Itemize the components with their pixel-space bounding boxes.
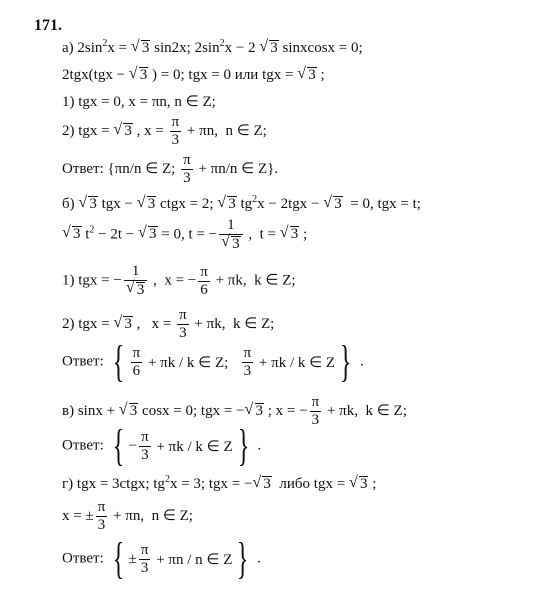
text: г) tgx = 3ctgx; tg xyxy=(62,476,165,492)
left-brace: { xyxy=(112,534,124,583)
text: + πn/n ∈ Z}. xyxy=(194,160,279,177)
text: + πk, k ∈ Z; xyxy=(211,272,296,289)
sqrt xyxy=(139,226,158,243)
denominator: 3 xyxy=(183,170,191,186)
fraction xyxy=(310,395,322,428)
text: . xyxy=(356,353,364,370)
curly-brace-set xyxy=(108,337,357,386)
text: б) xyxy=(62,196,79,212)
text: ; xyxy=(299,226,308,243)
left-brace: { xyxy=(112,421,124,470)
numerator: π xyxy=(171,114,180,130)
sqrt xyxy=(253,476,272,493)
sqrt xyxy=(324,196,343,213)
radicand: 3 xyxy=(141,40,150,56)
exponent: 2 xyxy=(89,224,95,236)
sqrt xyxy=(138,196,157,213)
text: 2) tgx = xyxy=(62,315,114,332)
text: в) sinx + xyxy=(62,402,119,419)
text: + πn, n ∈ Z; xyxy=(109,507,193,524)
text: sin2x; 2sin xyxy=(150,40,220,56)
sqrt xyxy=(114,316,133,333)
exponent: 2 xyxy=(164,474,170,485)
part-g-answer xyxy=(62,534,262,583)
text: cosx = 0; tgx = − xyxy=(138,402,245,419)
denominator: 3 xyxy=(243,362,252,379)
sqrt xyxy=(350,476,369,493)
numerator: π xyxy=(183,152,191,168)
numerator: π xyxy=(132,344,141,361)
text: Ответ: xyxy=(62,437,108,454)
part-b-line-2 xyxy=(62,218,307,252)
radicand: 3 xyxy=(232,236,240,252)
right-brace: } xyxy=(237,421,249,470)
numerator: π xyxy=(200,263,208,280)
numerator: π xyxy=(141,428,149,445)
text: x − 2 xyxy=(224,40,260,56)
text: . xyxy=(253,437,262,454)
part-g-line-2 xyxy=(62,500,193,533)
part-a-line-4 xyxy=(62,115,267,148)
text: , x = xyxy=(132,122,168,139)
part-g-line-1 xyxy=(62,476,376,493)
text: 2tgx(tgx − xyxy=(62,67,129,83)
fraction xyxy=(198,265,210,298)
radicand: 3 xyxy=(263,476,271,492)
fraction xyxy=(170,115,182,148)
text: Ответ: xyxy=(62,353,108,370)
denominator xyxy=(219,234,243,252)
part-b-answer xyxy=(62,337,364,386)
denominator: 3 xyxy=(141,446,149,463)
radicand: 3 xyxy=(290,226,299,243)
part-b-line-1 xyxy=(62,196,421,213)
sqrt xyxy=(132,40,151,57)
text: , t = xyxy=(244,226,280,243)
part-a-line-2 xyxy=(62,67,325,84)
right-brace: } xyxy=(339,337,352,386)
text: 1) tgx = − xyxy=(62,272,122,289)
exponent: 2 xyxy=(102,38,108,49)
text: + πk, k ∈ Z; xyxy=(323,402,407,419)
text: = 0, tgx = t; xyxy=(342,196,421,212)
radicand: 3 xyxy=(136,282,145,298)
sqrt xyxy=(127,282,146,298)
fraction xyxy=(219,218,243,252)
denominator: 6 xyxy=(200,281,208,298)
numerator: π xyxy=(311,394,320,410)
radicand: 3 xyxy=(129,402,138,419)
text: ; x = − xyxy=(264,402,308,419)
text: x = xyxy=(107,40,131,56)
right-brace: } xyxy=(237,534,249,583)
part-b-line-4 xyxy=(62,308,274,341)
text: ) = 0; tgx = 0 или tgx = xyxy=(148,67,298,83)
fraction xyxy=(139,430,151,463)
denominator xyxy=(124,280,148,298)
numerator: 1 xyxy=(227,217,235,233)
text: − 2t − xyxy=(94,226,139,243)
sqrt xyxy=(260,40,279,57)
denominator: 3 xyxy=(179,325,187,341)
text: а) 2sin xyxy=(62,40,103,56)
text: = 0, t = − xyxy=(157,226,218,243)
text: Ответ: xyxy=(62,550,108,567)
part-b-line-3 xyxy=(62,264,296,298)
numerator: π xyxy=(243,344,252,361)
denominator: 3 xyxy=(311,412,320,428)
text: Ответ: {πn/n ∈ Z; xyxy=(62,160,180,177)
text: ; xyxy=(316,67,325,83)
numerator: π xyxy=(140,541,149,558)
text: + πk / k ∈ Z xyxy=(255,354,336,371)
radicand: 3 xyxy=(73,226,81,243)
fraction xyxy=(96,500,108,533)
text: ± xyxy=(128,550,137,567)
sqrt xyxy=(218,196,237,213)
text: x = ± xyxy=(62,507,94,524)
fraction xyxy=(124,264,148,298)
curly-brace-set xyxy=(108,421,254,470)
text: , x = xyxy=(132,315,176,332)
sqrt xyxy=(63,226,82,243)
text: x = 3; tgx = − xyxy=(169,476,253,492)
text: + πk / k ∈ Z xyxy=(152,438,233,455)
sqrt xyxy=(130,67,149,84)
part-a-line-1 xyxy=(62,40,363,57)
left-brace: { xyxy=(112,337,124,386)
text: tg xyxy=(236,196,253,212)
radicand: 3 xyxy=(270,40,278,56)
text: t xyxy=(81,226,90,243)
text: + πk / k ∈ Z; xyxy=(144,354,240,371)
text: ; xyxy=(368,476,377,492)
text: − xyxy=(128,437,138,454)
denominator: 6 xyxy=(132,362,141,379)
text: либо tgx = xyxy=(271,476,349,492)
radicand: 3 xyxy=(124,315,132,332)
denominator: 3 xyxy=(97,517,106,533)
radicand: 3 xyxy=(149,226,157,243)
problem-number: 171. xyxy=(34,17,62,34)
fraction xyxy=(242,346,254,379)
radicand: 3 xyxy=(147,196,156,212)
curly-brace-set xyxy=(108,534,254,583)
sqrt xyxy=(298,67,317,84)
radicand: 3 xyxy=(89,196,97,212)
sqrt xyxy=(281,226,300,243)
denominator: 3 xyxy=(171,132,180,148)
radicand: 3 xyxy=(308,67,316,83)
fraction xyxy=(139,543,151,576)
text: tgx − xyxy=(97,196,137,212)
text: 2) tgx = xyxy=(62,122,114,139)
text: , x = − xyxy=(149,272,197,289)
fraction xyxy=(177,308,189,341)
radicand: 3 xyxy=(334,196,342,212)
sqrt xyxy=(114,123,133,140)
radicand: 3 xyxy=(255,402,264,419)
text: x − 2tgx − xyxy=(257,196,324,212)
exponent: 2 xyxy=(252,194,258,205)
part-a-answer xyxy=(62,153,278,186)
fraction xyxy=(131,346,143,379)
exponent: 2 xyxy=(219,38,225,49)
radicand: 3 xyxy=(139,67,148,83)
denominator: 3 xyxy=(140,559,149,576)
numerator: π xyxy=(179,307,187,323)
numerator: π xyxy=(97,499,106,515)
sqrt xyxy=(79,196,98,213)
text: + πk, k ∈ Z; xyxy=(190,315,275,332)
text: + πn / n ∈ Z xyxy=(152,551,233,568)
part-a-line-3: 1) tgx = 0, x = πn, n ∈ Z; xyxy=(62,94,216,110)
fraction xyxy=(181,153,193,186)
radicand: 3 xyxy=(228,196,236,212)
text: ctgx = 2; xyxy=(156,196,218,212)
radicand: 3 xyxy=(124,122,132,139)
sqrt xyxy=(222,236,241,252)
text: + πn, n ∈ Z; xyxy=(183,122,267,139)
sqrt xyxy=(120,403,139,420)
sqrt xyxy=(246,403,265,420)
text: sinxcosx = 0; xyxy=(278,40,363,56)
part-v-answer xyxy=(62,421,262,470)
numerator: 1 xyxy=(131,263,140,279)
radicand: 3 xyxy=(359,476,368,492)
text: . xyxy=(253,550,262,567)
